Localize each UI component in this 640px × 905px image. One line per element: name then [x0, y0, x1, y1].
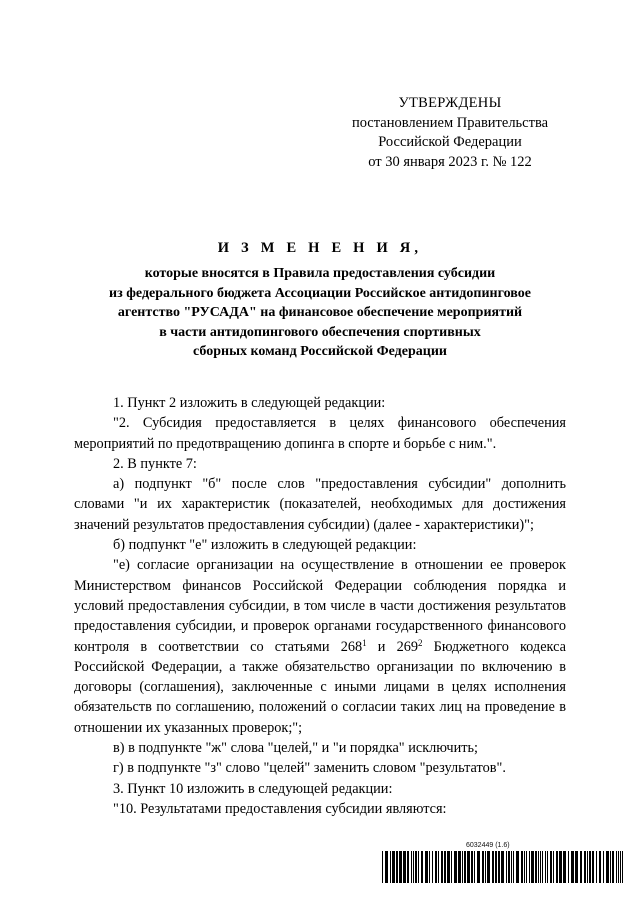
approval-title: УТВЕРЖДЕНЫ — [398, 95, 502, 111]
paragraph-6-part-c: Бюджетного кодекса Российской Федерации, а также обязательство организации по включению в договоры (соглашения), заключенные с иными лицами в целях исполнения обязательств по соглашению, положений о согласии таких лиц на проведение в отношении их указанных проверок;"; — [74, 638, 566, 736]
barcode-id: 6032449 (1.6) — [466, 842, 510, 849]
approval-line-3: от 30 января 2023 г. № 122 — [368, 153, 532, 170]
approval-line-1: постановлением Правительства — [351, 114, 549, 131]
article-superscript-1: 1 — [362, 637, 367, 648]
paragraph-7: в) в подпункте "ж" слова "целей," и "и порядка" исключить; — [113, 740, 478, 757]
document-body — [74, 393, 566, 819]
subtitle-line-4: в части антидопингового обеспечения спортивных — [159, 324, 481, 340]
subtitle-line-1: которые вносятся в Правила предоставления субсидии — [144, 266, 496, 281]
approval-block — [330, 94, 570, 172]
paragraph-6 — [74, 555, 566, 738]
subtitle-line-5: сборных команд Российской Федерации — [193, 344, 447, 359]
paragraph-3: 2. В пункте 7: — [113, 455, 197, 472]
paragraph-6-part-b: и 269 — [366, 638, 419, 655]
article-superscript-2: 2 — [418, 637, 423, 648]
paragraph-9: 3. Пункт 10 изложить в следующей редакции: — [113, 780, 393, 797]
document-subtitle — [40, 264, 600, 362]
approval-line-2: Российской Федерации — [378, 134, 522, 150]
subtitle-line-2: из федерального бюджета Ассоциации Российское антидопинговое — [109, 285, 531, 301]
document-heading — [40, 238, 600, 362]
paragraph-8: г) в подпункте "з" слово "целей" заменить словом "результатов". — [113, 760, 506, 777]
paragraph-6-part-a: "е) согласие организации на осуществление в отношении ее проверок Министерством финансов Российской Федерации соблюдения порядка и условий предоставления субсидии, в том числе в части достижения результатов предоставления субсидии, и проверок органами государственного финансового контроля в соответствии со статьями 268 — [74, 557, 566, 655]
paragraph-5: б) подпункт "е" изложить в следующей редакции: — [113, 537, 417, 554]
paragraph-1: 1. Пункт 2 изложить в следующей редакции: — [113, 395, 386, 411]
paragraph-10: "10. Результатами предоставления субсидии являются: — [113, 800, 447, 817]
paragraph-4: а) подпункт "б" после слов "предоставления субсидии" дополнить словами "и их характеристик (показателей, необходимых для достижения значений результатов предоставления субсидии) (далее - характеристики)"; — [74, 476, 566, 533]
subtitle-line-3: агентство "РУСАДА" на финансовое обеспечение мероприятий — [117, 305, 523, 320]
barcode — [382, 851, 626, 883]
barcode-block — [382, 842, 626, 892]
document-title: И З М Е Н Е Н И Я, — [217, 240, 423, 256]
paragraph-2: "2. Субсидия предоставляется в целях финансового обеспечения мероприятий по предотвращению допинга в спорте и борьбе с ним.". — [74, 415, 566, 452]
